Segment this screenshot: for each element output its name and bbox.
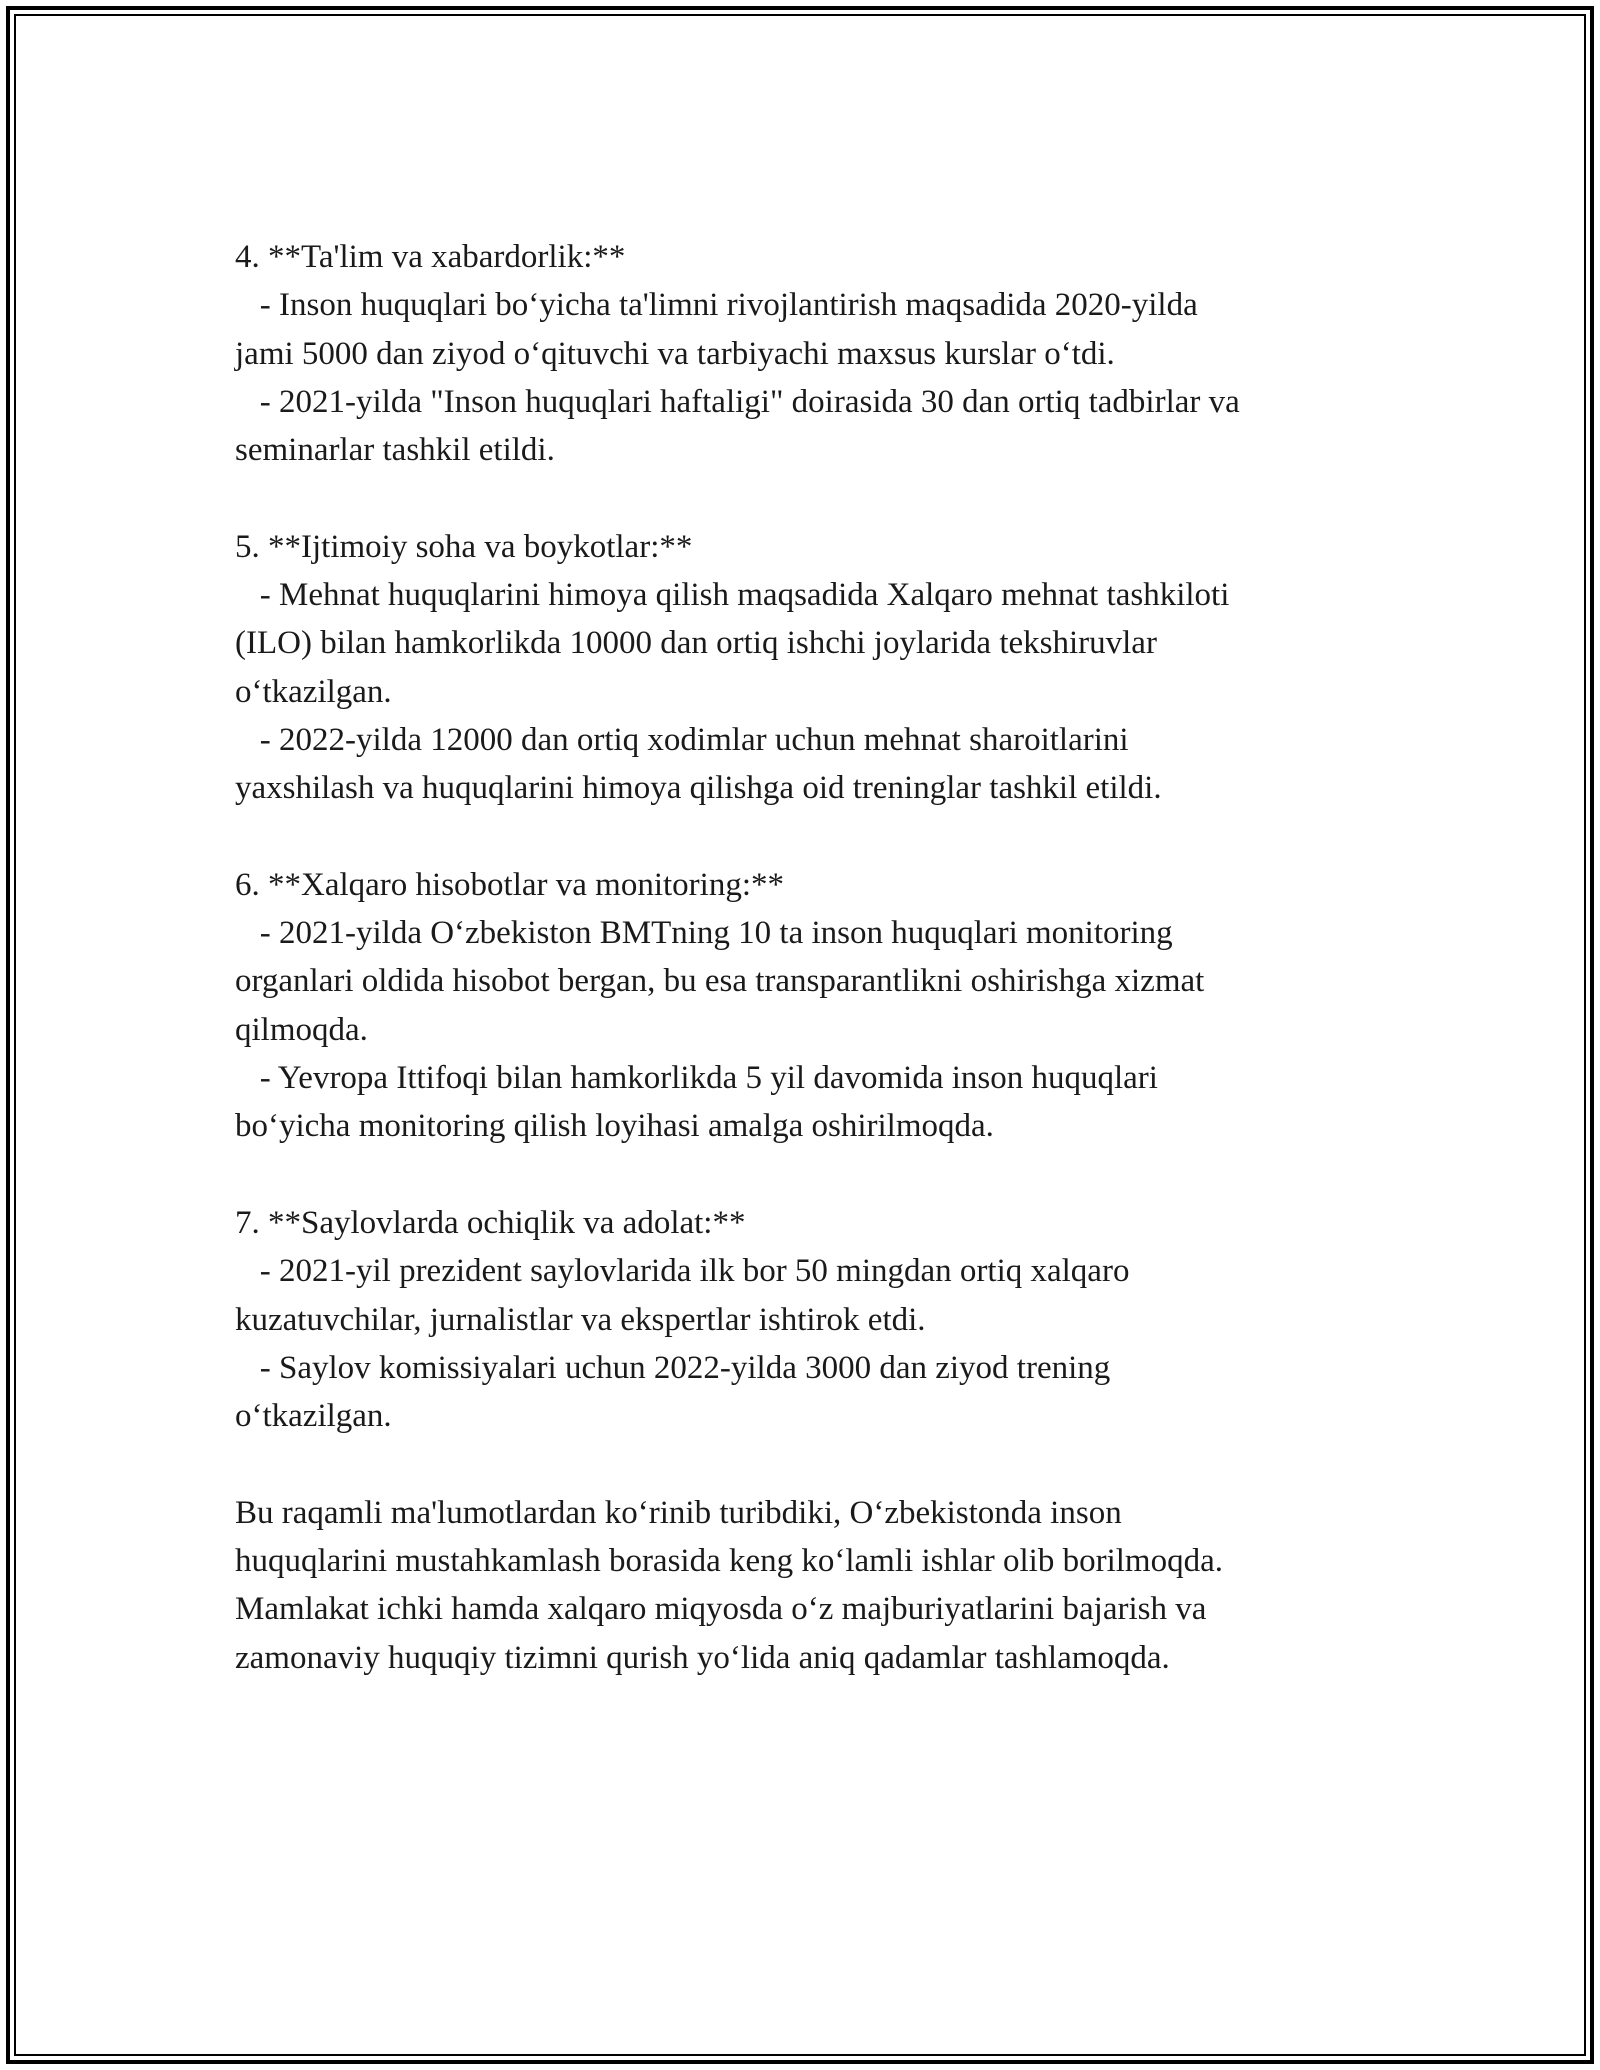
paragraph-line: (ILO) bilan hamkorlikda 10000 dan ortiq ishchi joylarida tekshiruvlar: [235, 625, 1157, 662]
paragraph-line: zamonaviy huquqiy tizimni qurish yo‘lida aniq qadamlar tashlamoqda.: [235, 1639, 1170, 1676]
section-monitoring: [235, 861, 1385, 1151]
section-elections: [235, 1199, 1385, 1440]
paragraph-line: seminarlar tashkil etildi.: [235, 432, 555, 469]
paragraph-line: - Inson huquqlari bo‘yicha ta'limni rivojlantirish maqsadida 2020-yilda: [235, 287, 1198, 324]
paragraph-line: o‘tkazilgan.: [235, 1398, 392, 1435]
paragraph-line: - 2022-yilda 12000 dan ortiq xodimlar uchun mehnat sharoitlarini: [235, 721, 1129, 758]
conclusion-paragraph: [235, 1489, 1385, 1682]
paragraph-line: - Yevropa Ittifoqi bilan hamkorlikda 5 yil davomida inson huquqlari: [235, 1060, 1158, 1097]
paragraph-line: o‘tkazilgan.: [235, 673, 392, 710]
paragraph-line: organlari oldida hisobot bergan, bu esa transparantlikni oshirishga xizmat: [235, 963, 1205, 1000]
paragraph-line: yaxshilash va huquqlarini himoya qilishga oid treninglar tashkil etildi.: [235, 770, 1162, 807]
section-social: [235, 523, 1385, 813]
paragraph-spacer: [235, 1440, 1385, 1488]
section-heading: 5. **Ijtimoiy soha va boykotlar:**: [235, 528, 693, 565]
section-heading: 6. **Xalqaro hisobotlar va monitoring:**: [235, 866, 784, 903]
paragraph-line: - Mehnat huquqlarini himoya qilish maqsadida Xalqaro mehnat tashkiloti: [235, 577, 1230, 614]
paragraph-spacer: [235, 1151, 1385, 1199]
paragraph-line: qilmoqda.: [235, 1011, 368, 1048]
paragraph-line: jami 5000 dan ziyod o‘qituvchi va tarbiyachi maxsus kurslar o‘tdi.: [235, 335, 1115, 372]
paragraph-line: - Saylov komissiyalari uchun 2022-yilda 3000 dan ziyod trening: [235, 1349, 1111, 1386]
paragraph-line: - 2021-yil prezident saylovlarida ilk bor 50 mingdan ortiq xalqaro: [235, 1253, 1130, 1290]
section-heading: 7. **Saylovlarda ochiqlik va adolat:**: [235, 1204, 746, 1241]
paragraph-spacer: [235, 813, 1385, 861]
paragraph-spacer: [235, 474, 1385, 522]
paragraph-line: Mamlakat ichki hamda xalqaro miqyosda o‘z majburiyatlarini bajarish va: [235, 1591, 1207, 1628]
paragraph-line: kuzatuvchilar, jurnalistlar va ekspertlar ishtirok etdi.: [235, 1301, 926, 1338]
paragraph-line: Bu raqamli ma'lumotlardan ko‘rinib turibdiki, O‘zbekistonda inson: [235, 1494, 1122, 1531]
paragraph-line: - 2021-yilda O‘zbekiston BMTning 10 ta inson huquqlari monitoring: [235, 915, 1173, 952]
document-body: [235, 233, 1385, 1682]
section-heading: 4. **Ta'lim va xabardorlik:**: [235, 239, 626, 275]
section-education: [235, 233, 1385, 474]
paragraph-line: bo‘yicha monitoring qilish loyihasi amalga oshirilmoqda.: [235, 1108, 994, 1145]
paragraph-line: - 2021-yilda "Inson huquqlari haftaligi" doirasida 30 dan ortiq tadbirlar va: [235, 383, 1240, 420]
paragraph-line: huquqlarini mustahkamlash borasida keng ko‘lamli ishlar olib borilmoqda.: [235, 1543, 1223, 1580]
